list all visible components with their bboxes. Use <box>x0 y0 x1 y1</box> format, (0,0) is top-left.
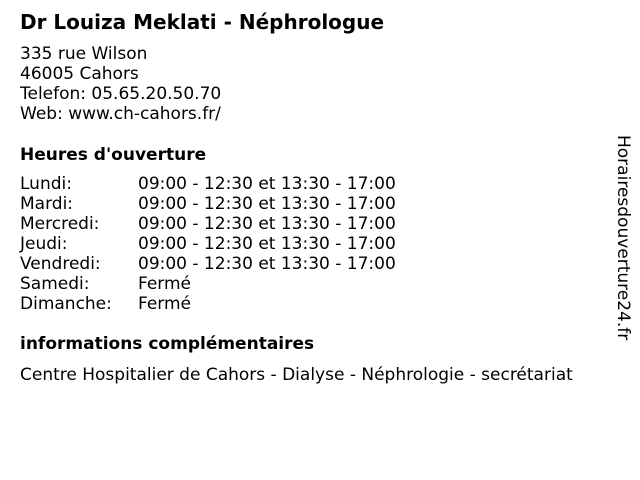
hours-row-monday <box>20 174 396 194</box>
address-web: Web: www.ch-cahors.fr/ <box>20 104 221 124</box>
additional-info-text: Centre Hospitalier de Cahors - Dialyse - Néphrologie - secrétariat <box>20 365 573 385</box>
hours-day-label: Dimanche: <box>20 294 112 314</box>
hours-day-label: Lundi: <box>20 174 72 194</box>
hours-row-tuesday <box>20 194 396 214</box>
hours-time: Fermé <box>138 274 192 294</box>
hours-row-thursday <box>20 234 396 254</box>
hours-time: 09:00 - 12:30 et 13:30 - 17:00 <box>138 254 396 274</box>
address-city: 46005 Cahors <box>20 64 139 84</box>
hours-day-label: Mardi: <box>20 194 74 214</box>
hours-time: Fermé <box>138 294 192 314</box>
hours-time: 09:00 - 12:30 et 13:30 - 17:00 <box>138 174 396 194</box>
address-street: 335 rue Wilson <box>20 44 148 64</box>
hours-day-label: Samedi: <box>20 274 90 294</box>
hours-row-friday <box>20 254 396 274</box>
hours-row-wednesday <box>20 214 396 234</box>
opening-hours-list <box>20 174 396 314</box>
hours-time: 09:00 - 12:30 et 13:30 - 17:00 <box>138 194 396 214</box>
hours-day-label: Jeudi: <box>20 234 68 254</box>
opening-hours-heading: Heures d'ouverture <box>20 145 207 165</box>
address-block <box>20 44 221 124</box>
page-title: Dr Louiza Meklati - Néphrologue <box>20 10 385 34</box>
site-watermark: Horairesdouverture24.fr <box>613 135 633 341</box>
hours-day-label: Mercredi: <box>20 214 100 234</box>
hours-row-sunday <box>20 294 396 314</box>
hours-time: 09:00 - 12:30 et 13:30 - 17:00 <box>138 214 396 234</box>
additional-info-heading: informations complémentaires <box>20 334 315 354</box>
hours-row-saturday <box>20 274 396 294</box>
hours-day-label: Vendredi: <box>20 254 101 274</box>
address-phone: Telefon: 05.65.20.50.70 <box>20 84 222 104</box>
hours-time: 09:00 - 12:30 et 13:30 - 17:00 <box>138 234 396 254</box>
